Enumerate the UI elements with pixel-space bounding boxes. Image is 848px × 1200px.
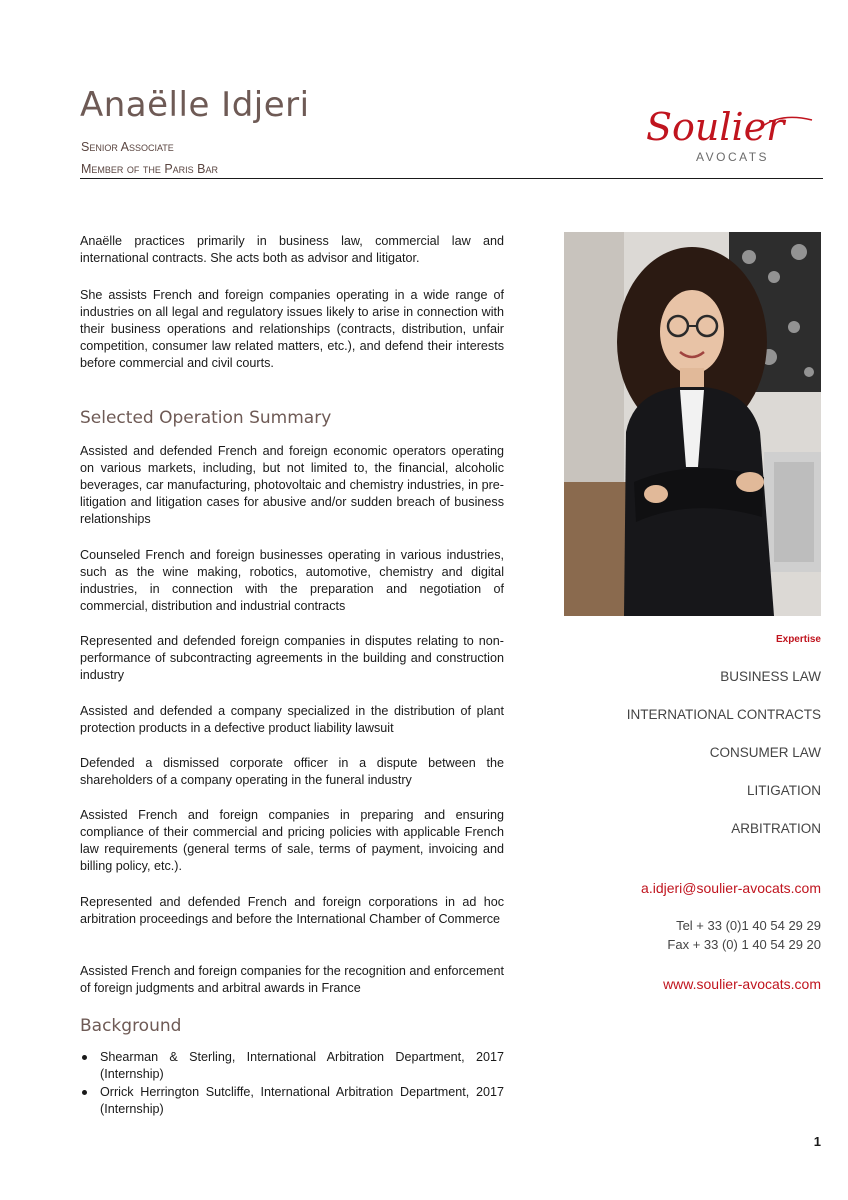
- portrait-illustration: [564, 232, 821, 616]
- portrait-photo: [564, 232, 821, 616]
- telephone: Tel + 33 (0)1 40 54 29 29: [676, 918, 821, 933]
- operation-item: Defended a dismissed corporate officer in a dispute between the shareholders of a company operating in the funeral industry: [80, 756, 504, 787]
- bullet-icon: [82, 1055, 87, 1060]
- expertise-item: LITIGATION: [746, 783, 821, 798]
- intro-paragraph: She assists French and foreign companies operating in a wide range of industries on all legal and regulatory issues likely to arise in connection with their business operations and relationships (contracts, distribution, unfair competition, consumer law related matters, etc.), and defend their interests before commercial and civil courts.: [80, 288, 504, 370]
- expertise-item: INTERNATIONAL CONTRACTS: [626, 707, 821, 722]
- email-link[interactable]: a.idjeri@soulier-avocats.com: [641, 880, 821, 896]
- expertise-item: ARBITRATION: [731, 821, 821, 836]
- expertise-item: BUSINESS LAW: [720, 669, 821, 684]
- operation-item: Represented and defended foreign companies in disputes relating to non-performance of subcontracting agreements in the building and construction industry: [80, 634, 504, 682]
- page-number: 1: [813, 1134, 821, 1149]
- operation-item: Counseled French and foreign businesses operating in various industries, such as the wine making, robotics, automotive, chemistry and digital industries, in connection with the preparation and negotiation of commercial, distribution and industrial contracts: [80, 548, 504, 613]
- section-heading-operations: Selected Operation Summary: [80, 408, 332, 428]
- job-title: Senior Associate: [81, 140, 174, 154]
- expertise-item: CONSUMER LAW: [709, 745, 821, 760]
- operation-item: Assisted and defended French and foreign economic operators operating on various markets, including, but not limited to, the financial, alcoholic beverages, car manufacturing, photovoltaic and chemistry industries, in pre-litigation and litigation cases for abusive and/or sudden breach of business relationships: [80, 444, 504, 526]
- operation-item: Assisted French and foreign companies in preparing and ensuring compliance of their commercial and pricing policies with applicable French law requirements (general terms of sale, terms of payment, invoicing and billing policy, etc.).: [80, 808, 504, 873]
- operation-item: Represented and defended French and foreign corporations in ad hoc arbitration proceedings and before the International Chamber of Commerce: [80, 895, 504, 926]
- expertise-heading: Expertise: [775, 634, 821, 645]
- intro-paragraph: Anaëlle practices primarily in business law, commercial law and international contracts. She acts both as advisor and litigator.: [80, 234, 504, 265]
- section-heading-background: Background: [80, 1016, 182, 1036]
- header-divider: [80, 178, 823, 179]
- operation-item: Assisted and defended a company specialized in the distribution of plant protection products in a defective product liability lawsuit: [80, 704, 504, 735]
- operation-item: Assisted French and foreign companies for the recognition and enforcement of foreign judgments and arbitral awards in France: [80, 964, 504, 995]
- fax: Fax + 33 (0) 1 40 54 29 20: [667, 937, 821, 952]
- list-item: Orrick Herrington Sutcliffe, International Arbitration Department, 2017 (Internship): [80, 1084, 504, 1118]
- bullet-icon: [82, 1090, 87, 1095]
- website-link[interactable]: www.soulier-avocats.com: [663, 976, 821, 992]
- logo-script: Soulier: [646, 105, 785, 149]
- bar-membership: Member of the Paris Bar: [81, 162, 218, 176]
- person-name: Anaëlle Idjeri: [80, 85, 310, 125]
- logo-subtitle: AVOCATS: [696, 150, 770, 164]
- list-item: Shearman & Sterling, International Arbitration Department, 2017 (Internship): [80, 1049, 504, 1083]
- background-list: [80, 1049, 504, 1119]
